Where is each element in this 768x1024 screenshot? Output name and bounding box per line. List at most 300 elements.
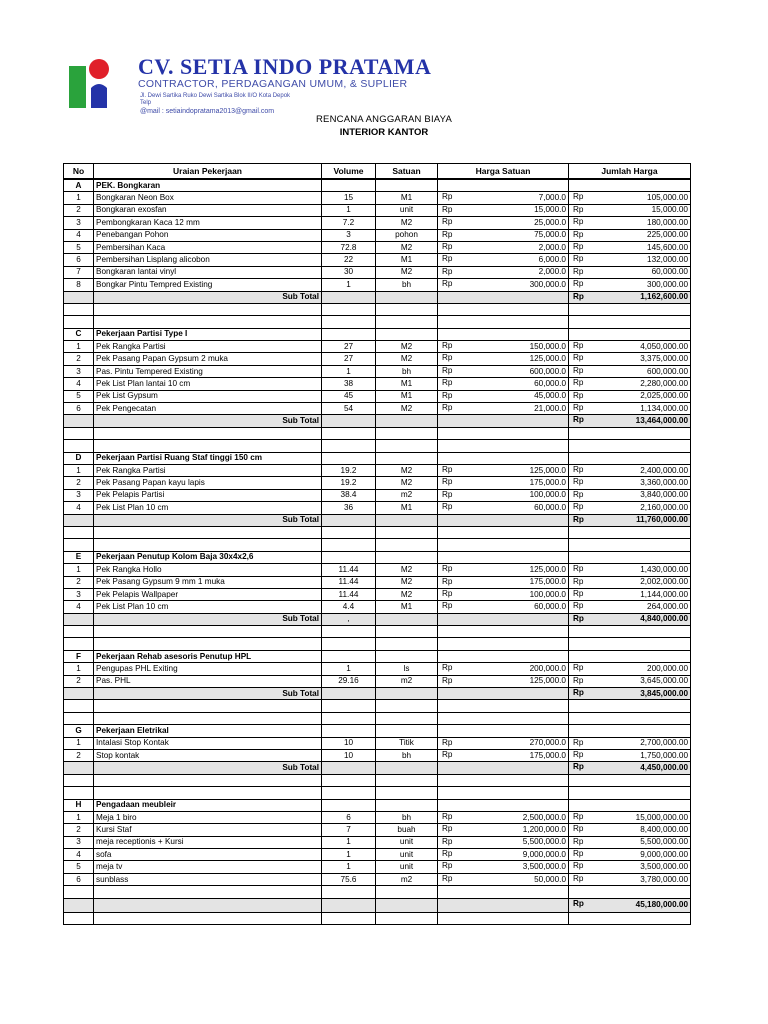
item-unit: M2 — [376, 266, 438, 278]
section-unit-empty — [376, 650, 438, 662]
item-unit-price-value: 125,000.0 — [529, 465, 566, 475]
item-price-currency: Rp — [442, 192, 453, 202]
subtotal-unit-empty — [376, 613, 438, 625]
item-price-currency: Rp — [442, 279, 453, 289]
item-total — [569, 861, 691, 873]
section-header-row — [64, 650, 691, 662]
subtotal-amount-value: 4,450,000.00 — [640, 763, 688, 773]
subtotal-unit-empty — [376, 762, 438, 774]
item-unit-price-value: 2,500,000.0 — [522, 812, 566, 822]
item-volume: 72.8 — [322, 241, 376, 253]
item-total — [569, 489, 691, 501]
item-total-currency: Rp — [573, 477, 584, 487]
item-unit-price — [438, 849, 569, 861]
item-total-currency: Rp — [573, 489, 584, 499]
item-total-currency: Rp — [573, 601, 584, 611]
item-no: 4 — [64, 849, 94, 861]
item-price-currency: Rp — [442, 588, 453, 598]
subtotal-volume — [322, 514, 376, 526]
item-total-currency: Rp — [573, 204, 584, 214]
empty-cell — [94, 774, 322, 786]
item-volume: 1 — [322, 836, 376, 848]
item-total-currency: Rp — [573, 229, 584, 239]
item-total — [569, 601, 691, 613]
empty-cell — [569, 526, 691, 538]
item-volume: 1 — [322, 861, 376, 873]
empty-cell — [569, 886, 691, 898]
empty-cell — [94, 638, 322, 650]
subtotal-no-empty — [64, 762, 94, 774]
item-price-currency: Rp — [442, 229, 453, 239]
empty-cell — [438, 774, 569, 786]
section-unit-empty — [376, 799, 438, 811]
item-price-currency: Rp — [442, 502, 453, 512]
item-total-currency: Rp — [573, 254, 584, 264]
item-description: Pek List Plan lantai 10 cm — [94, 378, 322, 390]
item-unit: unit — [376, 204, 438, 216]
item-total-value: 3,360,000.00 — [640, 478, 688, 488]
empty-row — [64, 427, 691, 439]
table-row — [64, 601, 691, 613]
item-total — [569, 502, 691, 514]
item-total-value: 1,144,000.00 — [640, 589, 688, 599]
empty-cell — [438, 316, 569, 328]
item-unit-price-value: 60,000.0 — [534, 601, 566, 611]
table-row — [64, 749, 691, 761]
item-total-currency: Rp — [573, 811, 584, 821]
item-total-value: 15,000,000.00 — [635, 812, 688, 822]
item-no: 6 — [64, 254, 94, 266]
item-total-value: 3,500,000.00 — [640, 862, 688, 872]
item-unit-price — [438, 464, 569, 476]
table-row — [64, 279, 691, 291]
item-unit: ls — [376, 663, 438, 675]
item-volume: 38.4 — [322, 489, 376, 501]
item-description: Penebangan Pohon — [94, 229, 322, 241]
subtotal-label: Sub Total — [94, 688, 322, 700]
empty-cell — [94, 427, 322, 439]
subtotal-row — [64, 762, 691, 774]
subtotal-price-empty — [438, 613, 569, 625]
item-unit: M2 — [376, 217, 438, 229]
empty-cell — [376, 316, 438, 328]
item-unit: M2 — [376, 341, 438, 353]
section-unit-empty — [376, 179, 438, 192]
item-total-currency: Rp — [573, 341, 584, 351]
item-total — [569, 378, 691, 390]
item-total-currency: Rp — [573, 192, 584, 202]
section-code: G — [64, 725, 94, 737]
item-unit: buah — [376, 824, 438, 836]
item-total — [569, 675, 691, 687]
item-volume: 7.2 — [322, 217, 376, 229]
item-price-currency: Rp — [442, 861, 453, 871]
item-price-currency: Rp — [442, 601, 453, 611]
item-total-currency: Rp — [573, 217, 584, 227]
table-row — [64, 464, 691, 476]
item-unit: m2 — [376, 873, 438, 885]
logo-red-circle — [89, 59, 109, 79]
empty-cell — [376, 787, 438, 799]
item-total — [569, 464, 691, 476]
budget-table — [63, 163, 691, 925]
item-unit-price — [438, 365, 569, 377]
section-total-empty — [569, 725, 691, 737]
item-unit: unit — [376, 836, 438, 848]
item-total-currency: Rp — [573, 675, 584, 685]
item-price-currency: Rp — [442, 464, 453, 474]
empty-cell — [569, 700, 691, 712]
item-total — [569, 390, 691, 402]
subtotal-label: Sub Total — [94, 291, 322, 303]
item-unit-price-value: 175,000.0 — [529, 750, 566, 760]
item-total-currency: Rp — [573, 564, 584, 574]
item-total — [569, 254, 691, 266]
item-price-currency: Rp — [442, 737, 453, 747]
item-description: meja receptionis + Kursi — [94, 836, 322, 848]
item-description: Pas. PHL — [94, 675, 322, 687]
item-price-currency: Rp — [442, 403, 453, 413]
empty-cell — [376, 700, 438, 712]
item-unit-price — [438, 353, 569, 365]
item-unit: Titik — [376, 737, 438, 749]
item-unit-price-value: 15,000.0 — [534, 205, 566, 215]
section-unit-empty — [376, 551, 438, 563]
item-total-currency: Rp — [573, 663, 584, 673]
item-no: 4 — [64, 378, 94, 390]
empty-row — [64, 912, 691, 924]
empty-cell — [438, 700, 569, 712]
item-total-value: 3,780,000.00 — [640, 874, 688, 884]
empty-cell — [64, 700, 94, 712]
item-price-currency: Rp — [442, 489, 453, 499]
item-total-currency: Rp — [573, 836, 584, 846]
item-volume: 11.44 — [322, 588, 376, 600]
item-no: 1 — [64, 564, 94, 576]
empty-cell — [376, 440, 438, 452]
section-title: Pekerjaan Partisi Ruang Staf tinggi 150 cm — [94, 452, 322, 464]
subtotal-volume: , — [322, 613, 376, 625]
subtotal-row — [64, 415, 691, 427]
item-total — [569, 824, 691, 836]
col-header-volume: Volume — [322, 164, 376, 180]
item-unit: M1 — [376, 254, 438, 266]
item-unit: unit — [376, 849, 438, 861]
item-total — [569, 279, 691, 291]
section-unit-empty — [376, 725, 438, 737]
item-price-currency: Rp — [442, 824, 453, 834]
item-unit-price — [438, 811, 569, 823]
item-no: 1 — [64, 341, 94, 353]
section-vol-empty — [322, 650, 376, 662]
item-description: Pek Pengecatan — [94, 403, 322, 415]
section-header-row — [64, 799, 691, 811]
section-code: A — [64, 179, 94, 192]
item-unit-price-value: 60,000.0 — [534, 378, 566, 388]
empty-cell — [64, 787, 94, 799]
item-unit-price-value: 75,000.0 — [534, 230, 566, 240]
table-row — [64, 663, 691, 675]
section-title: Pekerjaan Rehab asesoris Penutup HPL — [94, 650, 322, 662]
item-total-value: 4,050,000.00 — [640, 341, 688, 351]
subtotal-row — [64, 688, 691, 700]
item-total — [569, 403, 691, 415]
empty-cell — [438, 303, 569, 315]
empty-cell — [94, 316, 322, 328]
empty-cell — [64, 539, 94, 551]
item-unit-price — [438, 564, 569, 576]
subtotal-label: Sub Total — [94, 415, 322, 427]
item-total — [569, 365, 691, 377]
empty-cell — [569, 712, 691, 724]
subtotal-amount-value: 4,840,000.00 — [640, 614, 688, 624]
item-volume: 4.4 — [322, 601, 376, 613]
item-volume: 6 — [322, 811, 376, 823]
section-total-empty — [569, 328, 691, 340]
col-header-no: No — [64, 164, 94, 180]
table-row — [64, 675, 691, 687]
empty-cell — [438, 712, 569, 724]
item-price-currency: Rp — [442, 663, 453, 673]
item-total-value: 1,430,000.00 — [640, 564, 688, 574]
section-title: Pengadaan meubleir — [94, 799, 322, 811]
grand-price-empty — [438, 898, 569, 912]
item-description: Pembongkaran Kaca 12 mm — [94, 217, 322, 229]
item-unit-price — [438, 489, 569, 501]
empty-cell — [322, 712, 376, 724]
section-total-empty — [569, 799, 691, 811]
table-row — [64, 217, 691, 229]
item-unit-price — [438, 254, 569, 266]
item-description: Pek List Plan 10 cm — [94, 502, 322, 514]
subtotal-amount — [569, 415, 691, 427]
subtotal-row — [64, 613, 691, 625]
company-logo — [67, 58, 131, 110]
subtotal-price-empty — [438, 762, 569, 774]
company-info — [138, 56, 431, 116]
item-volume: 15 — [322, 192, 376, 204]
subtotal-price-empty — [438, 514, 569, 526]
table-row — [64, 824, 691, 836]
item-unit-price-value: 200,000.0 — [529, 663, 566, 673]
empty-cell — [322, 638, 376, 650]
item-total-currency: Rp — [573, 849, 584, 859]
item-no: 3 — [64, 588, 94, 600]
item-unit-price-value: 60,000.0 — [534, 502, 566, 512]
item-volume: 10 — [322, 749, 376, 761]
grand-total-amount — [569, 898, 691, 912]
grand-total-amount-value: 45,180,000.00 — [635, 900, 688, 910]
empty-cell — [376, 539, 438, 551]
item-no: 3 — [64, 489, 94, 501]
item-unit-price — [438, 192, 569, 204]
item-total — [569, 836, 691, 848]
item-total — [569, 266, 691, 278]
item-total-value: 15,000.00 — [651, 205, 688, 215]
empty-cell — [569, 638, 691, 650]
item-price-currency: Rp — [442, 241, 453, 251]
table-row — [64, 502, 691, 514]
item-total-currency: Rp — [573, 390, 584, 400]
empty-cell — [64, 626, 94, 638]
empty-cell — [64, 316, 94, 328]
item-total — [569, 241, 691, 253]
empty-cell — [94, 303, 322, 315]
section-price-empty — [438, 725, 569, 737]
item-unit: M1 — [376, 192, 438, 204]
subtotal-volume — [322, 688, 376, 700]
item-unit: bh — [376, 749, 438, 761]
subtotal-volume — [322, 762, 376, 774]
table-row — [64, 266, 691, 278]
item-unit-price — [438, 241, 569, 253]
company-address: Jl. Dewi Sartika Ruko Dewi Sartika Blok II/O Kota Depok — [140, 93, 291, 99]
section-price-empty — [438, 328, 569, 340]
table-row — [64, 477, 691, 489]
subtotal-currency: Rp — [573, 514, 584, 524]
item-total — [569, 204, 691, 216]
company-telp: Telp — [140, 100, 152, 106]
empty-row — [64, 774, 691, 786]
empty-cell — [438, 912, 569, 924]
section-title: Pekerjaan Partisi Type I — [94, 328, 322, 340]
item-unit-price-value: 9,000,000.0 — [522, 849, 566, 859]
item-description: Pek Pasang Papan kayu lapis — [94, 477, 322, 489]
item-total-currency: Rp — [573, 365, 584, 375]
empty-cell — [438, 539, 569, 551]
item-total-value: 132,000.00 — [647, 255, 688, 265]
empty-row — [64, 626, 691, 638]
subtotal-price-empty — [438, 415, 569, 427]
item-description: Pas. Pintu Tempered Existing — [94, 365, 322, 377]
item-unit: pohon — [376, 229, 438, 241]
subtotal-label: Sub Total — [94, 762, 322, 774]
item-description: Pek Pelapis Wallpaper — [94, 588, 322, 600]
subtotal-amount-value: 3,845,000.00 — [640, 688, 688, 698]
section-header-row — [64, 328, 691, 340]
item-unit: bh — [376, 365, 438, 377]
item-price-currency: Rp — [442, 266, 453, 276]
subtotal-amount-value: 1,162,600.00 — [640, 292, 688, 302]
item-unit: M2 — [376, 576, 438, 588]
item-description: Stop kontak — [94, 749, 322, 761]
item-unit: M1 — [376, 601, 438, 613]
item-description: Pek Pasang Papan Gypsum 2 muka — [94, 353, 322, 365]
subtotal-no-empty — [64, 291, 94, 303]
item-unit: M2 — [376, 241, 438, 253]
empty-cell — [94, 886, 322, 898]
item-total-value: 264,000.00 — [647, 601, 688, 611]
empty-cell — [322, 526, 376, 538]
item-volume: 45 — [322, 390, 376, 402]
item-unit: M1 — [376, 378, 438, 390]
item-unit-price — [438, 204, 569, 216]
empty-cell — [64, 303, 94, 315]
table-row — [64, 564, 691, 576]
section-vol-empty — [322, 799, 376, 811]
item-unit-price — [438, 229, 569, 241]
grand-vol-empty — [322, 898, 376, 912]
item-unit-price — [438, 861, 569, 873]
table-row — [64, 737, 691, 749]
section-code: H — [64, 799, 94, 811]
empty-row — [64, 886, 691, 898]
item-price-currency: Rp — [442, 217, 453, 227]
item-volume: 1 — [322, 849, 376, 861]
table-row — [64, 403, 691, 415]
empty-cell — [569, 303, 691, 315]
item-unit-price-value: 125,000.0 — [529, 564, 566, 574]
table-row — [64, 192, 691, 204]
item-description: Bongkar Pintu Tempred Existing — [94, 279, 322, 291]
section-price-empty — [438, 551, 569, 563]
item-no: 6 — [64, 403, 94, 415]
item-volume: 11.44 — [322, 576, 376, 588]
empty-cell — [94, 440, 322, 452]
empty-cell — [376, 626, 438, 638]
empty-cell — [64, 440, 94, 452]
section-vol-empty — [322, 725, 376, 737]
section-unit-empty — [376, 328, 438, 340]
item-total-value: 1,134,000.00 — [640, 403, 688, 413]
section-title: PEK. Bongkaran — [94, 179, 322, 192]
item-unit-price — [438, 477, 569, 489]
item-volume: 27 — [322, 341, 376, 353]
empty-cell — [322, 700, 376, 712]
item-description: Pek Rangka Hollo — [94, 564, 322, 576]
item-volume: 30 — [322, 266, 376, 278]
item-total-currency: Rp — [573, 502, 584, 512]
table-row — [64, 849, 691, 861]
item-price-currency: Rp — [442, 353, 453, 363]
section-header-row — [64, 551, 691, 563]
item-unit-price — [438, 873, 569, 885]
item-price-currency: Rp — [442, 811, 453, 821]
item-total — [569, 663, 691, 675]
item-unit-price — [438, 737, 569, 749]
subtotal-amount — [569, 762, 691, 774]
item-total — [569, 737, 691, 749]
item-description: sunblass — [94, 873, 322, 885]
empty-cell — [438, 886, 569, 898]
item-total-value: 200,000.00 — [647, 663, 688, 673]
item-description: Intalasi Stop Kontak — [94, 737, 322, 749]
subtotal-label: Sub Total — [94, 514, 322, 526]
empty-cell — [569, 316, 691, 328]
item-unit: M2 — [376, 477, 438, 489]
item-unit-price-value: 25,000.0 — [534, 217, 566, 227]
empty-cell — [94, 539, 322, 551]
subtotal-volume — [322, 415, 376, 427]
company-name: CV. SETIA INDO PRATAMA — [138, 54, 432, 79]
item-unit-price-value: 1,200,000.0 — [522, 825, 566, 834]
item-price-currency: Rp — [442, 564, 453, 574]
item-unit-price-value: 6,000.0 — [538, 255, 566, 265]
empty-cell — [322, 886, 376, 898]
empty-row — [64, 316, 691, 328]
item-total-currency: Rp — [573, 861, 584, 871]
item-no: 6 — [64, 873, 94, 885]
item-unit-price — [438, 378, 569, 390]
subtotal-amount-value: 13,464,000.00 — [635, 416, 688, 426]
item-unit: M2 — [376, 588, 438, 600]
empty-cell — [94, 912, 322, 924]
item-no: 1 — [64, 737, 94, 749]
empty-cell — [94, 626, 322, 638]
table-row — [64, 204, 691, 216]
empty-cell — [376, 712, 438, 724]
subtotal-amount — [569, 613, 691, 625]
